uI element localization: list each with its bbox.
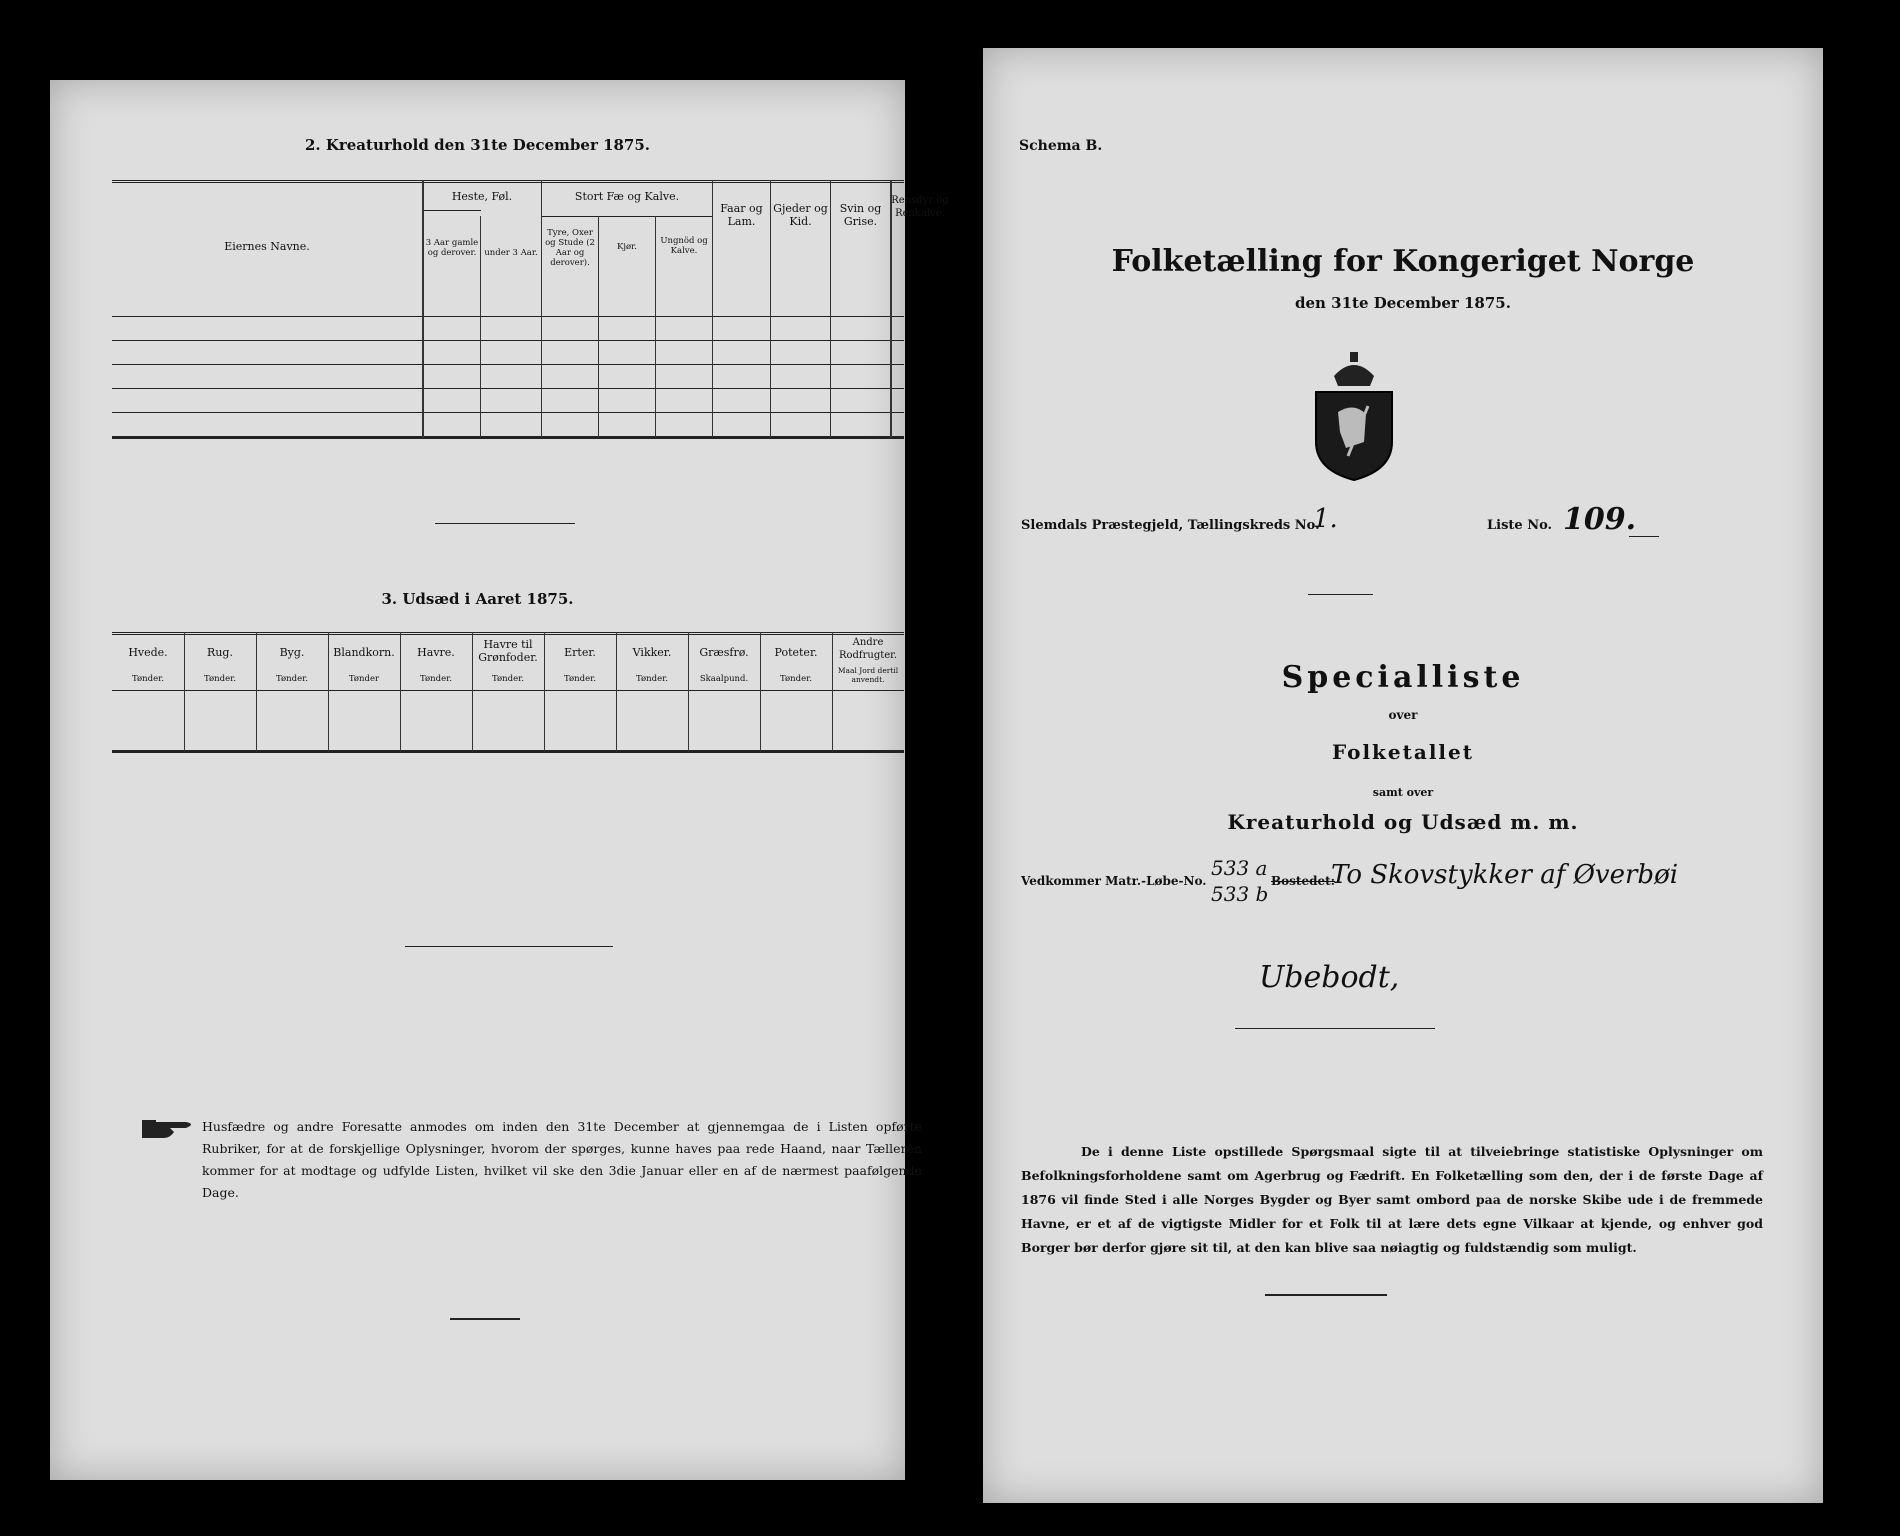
notice-text: Husfædre og andre Foresatte anmodes om inden den 31te December at gjennemgaa de i Listen opførte Rubriker, for at de forskjellige Oplysninger, hvorom der spørges, kunne haves paa rede Haand, naar Tælleren kommer for at modtage og udfylde Listen, hvilket vil ske den 3die Januar eller en af de nærmest paafølgende Dage. bbox=[202, 1119, 922, 1200]
header-stortfae-sub2: Kjør. bbox=[617, 242, 637, 252]
col-andre-rodfrugter: Andre Rodfrugter. bbox=[838, 637, 898, 661]
schema-label: Schema B. bbox=[1019, 138, 1103, 154]
col-byg-unit: Tønder. bbox=[276, 674, 308, 684]
col-havre-gronfoder: Havre til Grønfoder. bbox=[478, 638, 538, 664]
over-text-1: over bbox=[1388, 708, 1418, 722]
district-label: Slemdals Præstegjeld, Tællingskreds No. bbox=[1021, 518, 1320, 533]
header-heste: Heste, Føl. bbox=[451, 190, 513, 203]
liste-no: 109. bbox=[1563, 502, 1637, 537]
kreaturhold-heading: Kreaturhold og Udsæd m. m. bbox=[1227, 810, 1579, 834]
left-page bbox=[50, 80, 949, 1480]
right-page bbox=[983, 48, 1823, 1503]
col-byg: Byg. bbox=[279, 646, 305, 659]
col-erter-unit: Tønder. bbox=[564, 674, 596, 684]
bostedet-value: To Skovstykker af Øverbøi bbox=[1331, 860, 1679, 890]
col-erter: Erter. bbox=[564, 646, 596, 659]
liste-label: Liste No. bbox=[1487, 518, 1553, 533]
col-graesfro-unit: Skaalpund. bbox=[699, 674, 749, 684]
col-vikker-unit: Tønder. bbox=[636, 674, 668, 684]
col-havre: Havre. bbox=[417, 646, 455, 659]
table2-title: 2. Kreaturhold den 31te December 1875. bbox=[304, 136, 651, 154]
header-stortfae: Stort Fæ og Kalve. bbox=[574, 190, 680, 203]
col-hvede-unit: Tønder. bbox=[132, 674, 164, 684]
main-title: Folketælling for Kongeriget Norge bbox=[1111, 244, 1695, 279]
matr-no-a: 533 a bbox=[1211, 856, 1268, 880]
header-rensdyr: Rensdyr og Renkalve. bbox=[891, 195, 949, 219]
col-blandkorn: Blandkorn. bbox=[333, 646, 395, 659]
header-faar: Faar og Lam. bbox=[720, 202, 763, 228]
district-no: 1. bbox=[1313, 504, 1338, 534]
col-andre-rodfrugter-unit: Maal Jord dertil anvendt. bbox=[837, 666, 899, 684]
col-hvede: Hvede. bbox=[128, 646, 168, 659]
header-svin: Svin og Grise. bbox=[839, 202, 882, 228]
coat-of-arms-icon bbox=[1306, 352, 1402, 482]
header-heste-sub1: 3 Aar gamle og derover. bbox=[425, 238, 479, 258]
info-paragraph: De i denne Liste opstillede Spørgsmaal sigte til at tilveiebringe statistiske Oplysninger om Befolkningsforholdene samt om Agerbrug og Fædrift. En Folketælling som den, der i de første Dage af 1876 vil finde Sted i alle Norges Bygder og Byer samt ombord paa de norske Skibe ude i de fremmede Havne, er et af de vigtigste Midler for et Folk til at lære dets egne Vilkaar at kjende, og enhver god Borger bør derfor gjøre sit til, at den kan blive saa nøiagtig og fuldstændig som muligt. bbox=[1021, 1144, 1763, 1255]
folketallet-heading: Folketallet bbox=[1332, 740, 1474, 764]
header-stortfae-sub3: Ungnöd og Kalve. bbox=[660, 236, 708, 256]
col-blandkorn-unit: Tønder bbox=[348, 674, 380, 684]
col-graesfro: Græsfrø. bbox=[699, 646, 749, 659]
header-stortfae-sub1: Tyre, Oxer og Stude (2 Aar og derover). bbox=[545, 228, 595, 268]
bostedet-label: Bostedet: bbox=[1271, 874, 1336, 888]
col-vikker: Vikker. bbox=[632, 646, 672, 659]
date-line: den 31te December 1875. bbox=[1295, 294, 1511, 312]
matr-no-b: 533 b bbox=[1211, 882, 1269, 906]
col-rug-unit: Tønder. bbox=[204, 674, 236, 684]
col-poteter-unit: Tønder. bbox=[780, 674, 812, 684]
ubebodt-note: Ubebodt, bbox=[1259, 960, 1400, 995]
header-eiernes-navne: Eiernes Navne. bbox=[224, 240, 310, 253]
specialliste-heading: Specialliste bbox=[1281, 660, 1525, 695]
matr-label: Vedkommer Matr.-Løbe-No. bbox=[1021, 874, 1207, 888]
table3-title: 3. Udsæd i Aaret 1875. bbox=[381, 590, 574, 608]
col-havre-gronfoder-unit: Tønder. bbox=[492, 674, 524, 684]
samt-over-text: samt over bbox=[1372, 786, 1434, 799]
col-poteter: Poteter. bbox=[774, 646, 818, 659]
pointing-hand-icon bbox=[140, 1116, 198, 1142]
col-havre-unit: Tønder. bbox=[420, 674, 452, 684]
col-rug: Rug. bbox=[207, 646, 233, 659]
header-heste-sub2: under 3 Aar. bbox=[484, 248, 538, 258]
header-gjeder: Gjeder og Kid. bbox=[773, 202, 828, 228]
